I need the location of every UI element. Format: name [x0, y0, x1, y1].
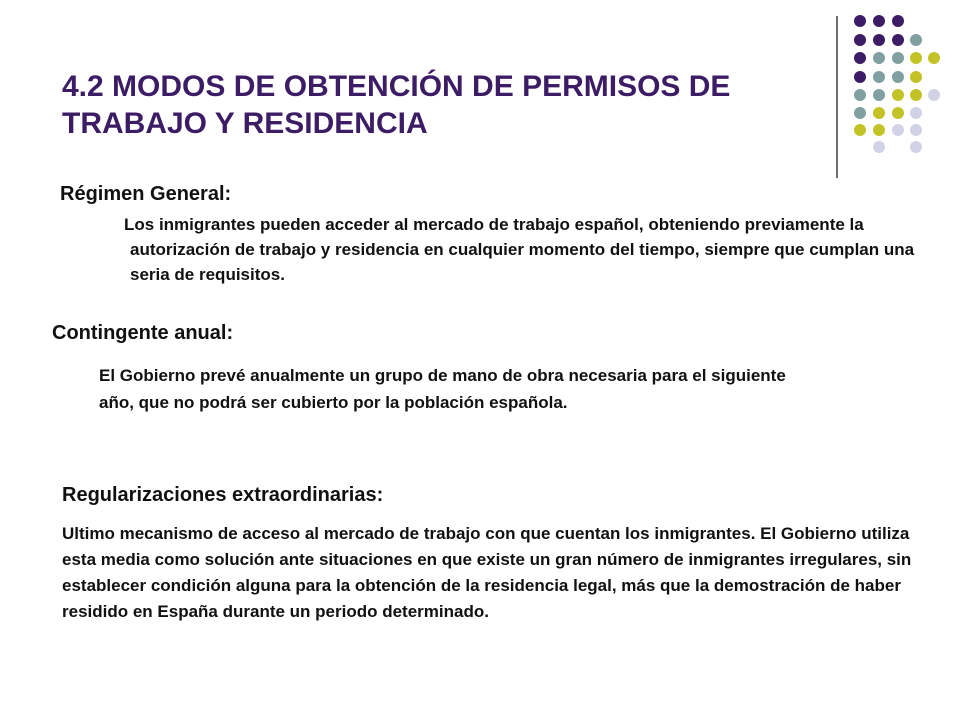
- section-body-regimen-general: Los inmigrantes pueden acceder al mercado de trabajo español, obteniendo previamente la autorización de trabajo y residencia en cualquier momento del tiempo, siempre que cumplan una seria de requisitos.: [124, 215, 915, 284]
- dot: [854, 34, 866, 46]
- dot: [892, 71, 904, 83]
- dot: [873, 89, 885, 101]
- dot: [910, 107, 922, 119]
- dot: [854, 52, 866, 64]
- dot: [892, 15, 904, 27]
- dot: [910, 52, 922, 64]
- dot: [910, 124, 922, 136]
- dot: [928, 52, 940, 64]
- dot: [873, 15, 885, 27]
- dot: [873, 141, 885, 153]
- vertical-divider: [836, 16, 838, 178]
- dot: [892, 34, 904, 46]
- section-body-regularizaciones: Ultimo mecanismo de acceso al mercado de trabajo con que cuentan los inmigrantes. El Gobierno utiliza esta media como solución ante situaciones en que existe un gran número de inmigrantes irregulares, sin establecer condición alguna para la obtención de la residencia legal, más que la demostración de haber residido en España durante un periodo determinado.: [62, 524, 912, 621]
- dot: [910, 71, 922, 83]
- dot: [854, 89, 866, 101]
- dot: [928, 89, 940, 101]
- dot: [873, 107, 885, 119]
- dot: [873, 71, 885, 83]
- dot: [854, 71, 866, 83]
- dot: [854, 107, 866, 119]
- dot: [910, 89, 922, 101]
- dot: [910, 141, 922, 153]
- dot: [892, 124, 904, 136]
- dot: [892, 52, 904, 64]
- dot: [873, 52, 885, 64]
- dot: [873, 124, 885, 136]
- dot: [910, 34, 922, 46]
- dot: [854, 124, 866, 136]
- section-heading-contingente-anual: Contingente anual:: [52, 322, 234, 344]
- dot: [892, 89, 904, 101]
- dot: [892, 107, 904, 119]
- slide-title: 4.2 MODOS DE OBTENCIÓN DE PERMISOS DE TRABAJO Y RESIDENCIA: [62, 70, 731, 140]
- section-body-contingente-anual: El Gobierno prevé anualmente un grupo de mano de obra necesaria para el siguiente año, que no podrá ser cubierto por la población española.: [99, 366, 786, 412]
- section-heading-regularizaciones: Regularizaciones extraordinarias:: [62, 484, 384, 506]
- section-heading-regimen-general: Régimen General:: [60, 183, 232, 205]
- dot: [854, 15, 866, 27]
- dot: [873, 34, 885, 46]
